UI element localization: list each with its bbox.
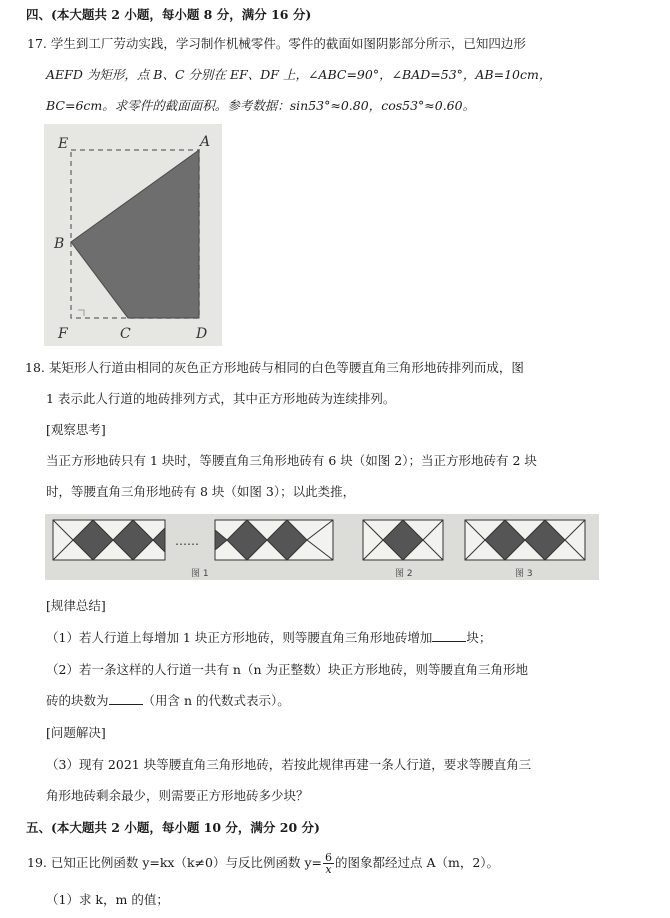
summary-heading: [规律总结]	[46, 598, 106, 613]
caption-figure-2: 图 2	[395, 569, 413, 579]
q18-part-1	[46, 630, 491, 646]
label-b: B	[54, 236, 65, 252]
figure-2	[363, 520, 443, 560]
q18-line-1: 18. 某矩形人行道由相同的灰色正方形地砖与相同的白色等腰直角三角形地砖排列而成，图	[25, 360, 524, 375]
fraction-numerator: 6	[325, 851, 332, 864]
label-f: F	[58, 326, 68, 342]
q18-part-3-line-2: 角形地砖剩余最少，则需要正方形地砖多少块？	[46, 788, 309, 803]
label-e: E	[58, 136, 69, 152]
q18-part-2-text: 砖的块数为	[46, 693, 109, 708]
section-5-heading: 五、(本大题共 2 小题，每小题 10 分，满分 20 分)	[26, 820, 320, 835]
q19-text-post: 的图象都经过点 A（m，2）。	[335, 855, 500, 870]
figure-1-ellipsis: ……	[175, 534, 199, 548]
label-a: A	[200, 134, 211, 150]
q18-tile-figure	[45, 514, 599, 580]
q18-part-1-end: 块；	[466, 630, 492, 645]
observe-heading: [观察思考]	[46, 422, 106, 437]
q18-line-2: 1 表示此人行道的地砖排列方式，其中正方形地砖为连续排列。	[46, 391, 396, 406]
q18-line-3: 当正方形地砖只有 1 块时，等腰直角三角形地砖有 6 块（如图 2）；当正方形地砖有 2 块	[46, 453, 537, 468]
caption-figure-3: 图 3	[515, 569, 533, 579]
label-c: C	[120, 326, 131, 342]
fraction-6-over-x	[323, 852, 334, 875]
figure-1-right	[215, 520, 333, 560]
q19-text-pre: 19. 已知正比例函数 y=kx（k≠0）与反比例函数 y=	[27, 855, 322, 870]
q18-line-4: 时，等腰直角三角形地砖有 8 块（如图 3）；以此类推，	[46, 484, 356, 499]
q18-part-2-end: （用含 n 的代数式表示）。	[142, 693, 290, 708]
q19-line-1	[27, 852, 499, 875]
q18-part-2-line-1: （2）若一条这样的人行道一共有 n（n 为正整数）块正方形地砖，则等腰直角三角形地	[46, 662, 529, 677]
solve-heading: [问题解决]	[46, 725, 106, 740]
q18-part-1-text: （1）若人行道上每增加 1 块正方形地砖，则等腰直角三角形地砖增加	[46, 630, 433, 645]
caption-figure-1: 图 1	[191, 569, 209, 579]
q17-line-2: AEFD 为矩形，点 B、C 分别在 EF、DF 上，∠ABC=90°，∠BAD=53°，AB=10cm，	[46, 67, 552, 82]
figure-3	[465, 520, 585, 560]
q17-line-3: BC=6cm。求零件的截面面积。参考数据：sin53°≈0.80，cos53°≈0.60。	[46, 98, 476, 113]
figure-1-left	[53, 520, 165, 560]
label-d: D	[196, 326, 208, 342]
q18-part-3-line-1: （3）现有 2021 块等腰直角三角形地砖，若按此规律再建一条人行道，要求等腰直角三	[46, 757, 532, 772]
blank-2	[109, 693, 143, 705]
fraction-denominator: x	[325, 863, 332, 876]
q17-figure	[44, 124, 222, 346]
q19-part-1: （1）求 k，m 的值；	[46, 892, 169, 907]
q17-line-1: 17. 学生到工厂劳动实践，学习制作机械零件。零件的截面如图阴影部分所示，已知四边形	[27, 36, 526, 51]
section-4-heading: 四、(本大题共 2 小题，每小题 8 分，满分 16 分)	[26, 7, 312, 22]
q18-part-2-line-2	[46, 693, 290, 709]
blank-1	[432, 630, 466, 642]
